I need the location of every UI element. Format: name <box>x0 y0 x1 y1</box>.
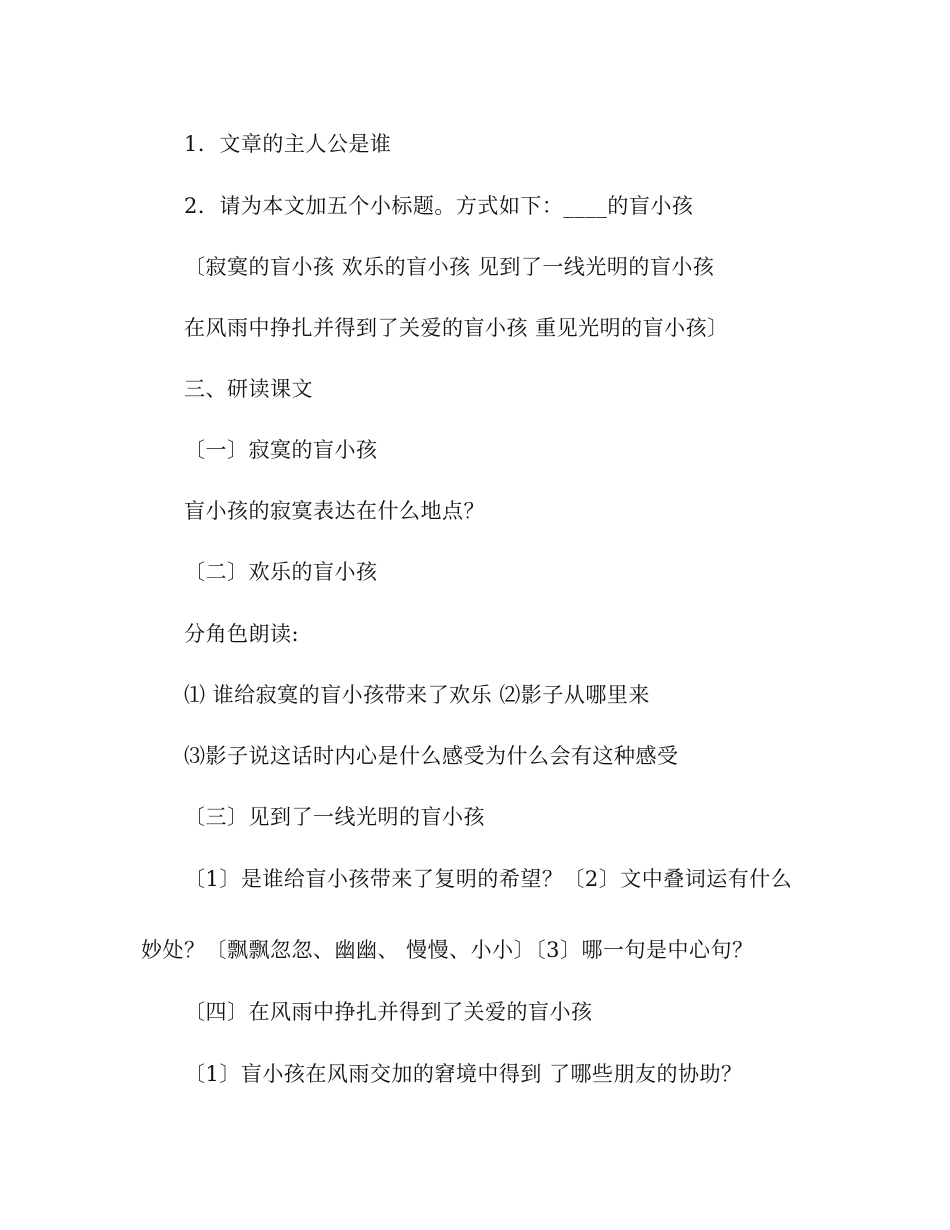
paragraph-line: 妙处？〔飘飘忽忽、幽幽、 慢慢、小小〕〔3〕哪一句是中心句？ <box>141 938 754 962</box>
paragraph-line: ⑶影子说这话时内心是什么感受为什么会有这种感受 <box>184 744 679 768</box>
subsection-heading-1: 〔一〕寂寞的盲小孩 <box>184 438 378 462</box>
subsection-heading-2: 〔二〕欢乐的盲小孩 <box>184 560 378 584</box>
question-2: 2．请为本文加五个小标题。方式如下：____的盲小孩 <box>184 194 694 218</box>
subsection-heading-3: 〔三〕见到了一线光明的盲小孩 <box>184 805 485 829</box>
paragraph-line: 〔1〕盲小孩在风雨交加的窘境中得到 了哪些朋友的协助？ <box>184 1062 743 1086</box>
answer-subtitles-line-2: 在风雨中挣扎并得到了关爱的盲小孩 重见光明的盲小孩〕 <box>184 316 729 340</box>
paragraph-line: 〔1〕是谁给盲小孩带来了复明的希望？〔2〕文中叠词运有什么 <box>184 867 793 891</box>
answer-subtitles-line-1: 〔寂寞的盲小孩 欢乐的盲小孩 见到了一线光明的盲小孩 <box>184 255 715 279</box>
subsection-heading-4: 〔四〕在风雨中挣扎并得到了关爱的盲小孩 <box>184 1000 593 1024</box>
paragraph-line: 分角色朗读: <box>184 622 300 646</box>
paragraph-line: 盲小孩的寂寞表达在什么地点？ <box>184 499 485 523</box>
section-heading: 三、研读课文 <box>184 377 313 401</box>
paragraph-line: ⑴ 谁给寂寞的盲小孩带来了欢乐 ⑵影子从哪里来 <box>184 683 650 707</box>
question-1: 1．文章的主人公是谁 <box>184 132 392 156</box>
